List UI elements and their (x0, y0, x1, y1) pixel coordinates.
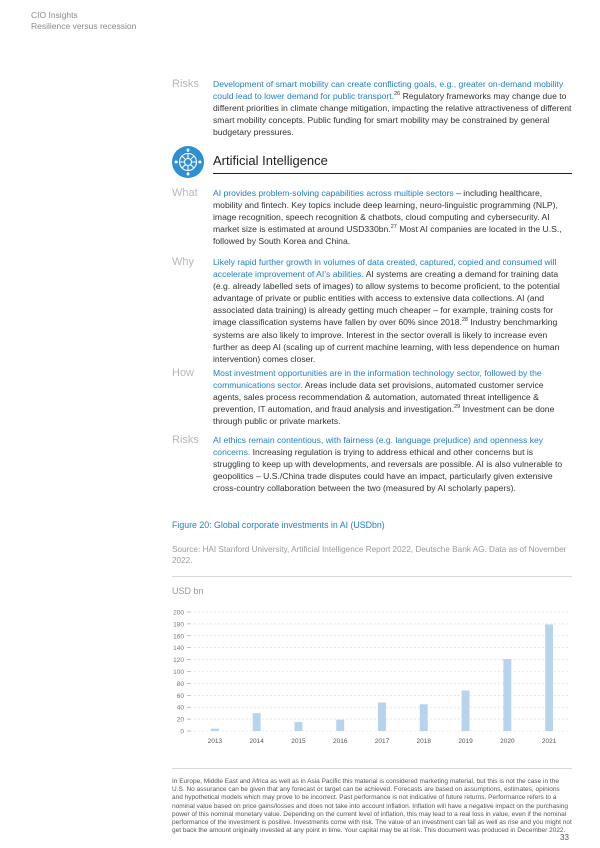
how-text-2: Investment can be done through public or private markets. (213, 404, 555, 427)
risks-body (213, 78, 572, 138)
chart-bottom-rule (172, 768, 572, 769)
risks-text: Regulatory frameworks may change due to different priorities in climate change mitigation, impacting the relative attractiveness of different smart mobility concepts. Public funding for smart mobility may be constrained by general budgetary pressures. (213, 91, 572, 138)
risks-label: Risks (172, 434, 199, 446)
risks-label: Risks (172, 78, 199, 90)
footnote-ref: 27 (390, 224, 397, 231)
bar (545, 624, 553, 731)
y-tick-label: 0 (180, 728, 184, 736)
x-tick-label: 2015 (291, 738, 306, 745)
page-header (31, 10, 136, 32)
x-tick-label: 2018 (416, 738, 432, 745)
y-tick-label: 60 (176, 692, 184, 700)
y-tick-label: 20 (176, 716, 184, 724)
x-tick-label: 2020 (500, 738, 515, 745)
why-text: AI systems are creating a demand for training data (e.g. already labelled sets of images) to allow systems to become proficient, to the potential advantage of private or public entities with access to extensive data collections. AI (and associated data training) is already getting much cheaper – for example, training costs for image classification systems have fallen by over 60% since 2018. (213, 269, 560, 328)
what-section (172, 187, 572, 247)
y-tick-label: 140 (173, 645, 184, 653)
header-subtitle: Resilience versus recession (31, 21, 137, 31)
x-tick-label: 2013 (207, 738, 223, 745)
x-tick-label: 2014 (249, 738, 264, 745)
why-section (172, 256, 572, 365)
chart-top-rule (172, 576, 572, 577)
brain-chip-icon (172, 146, 204, 178)
bar (420, 704, 428, 731)
risks-section-ai (172, 434, 572, 494)
footnote-ref: 29 (454, 404, 461, 411)
what-label: What (172, 187, 198, 199)
footnote-ref: 26 (394, 91, 401, 98)
figure-title: Figure 20: Global corporate investments in AI (USDbn) (172, 520, 385, 530)
y-tick-label: 100 (173, 669, 184, 676)
ai-section-title: Artificial Intelligence (213, 153, 328, 168)
how-label: How (172, 367, 195, 379)
why-label: Why (172, 256, 194, 268)
bar (378, 702, 386, 731)
what-body (213, 187, 572, 247)
y-tick-label: 40 (176, 704, 184, 712)
bar (211, 729, 219, 731)
y-tick-label: 200 (173, 609, 184, 617)
what-text-2: Most AI companies are located in the U.S., followed by South Korea and China. (213, 224, 562, 247)
why-body (213, 256, 572, 365)
y-tick-label: 180 (173, 621, 184, 629)
x-tick-label: 2017 (374, 738, 390, 745)
y-tick-label: 120 (173, 657, 184, 665)
page-number: 33 (560, 833, 569, 842)
risks-section-mobility (172, 78, 572, 138)
x-tick-label: 2016 (332, 738, 348, 745)
bar (294, 722, 302, 731)
why-text-2: Industry benchmarking systems are also likely to improve. Interest in the sector overall is likely to increase even further as deep AI (scaling up of current machine learning, with less dependence on human intervention) comes closer. (213, 317, 560, 364)
risks-text: Increasing regulation is trying to address ethical and other concerns but is struggling to keep up with developments, and reversals are possible. AI is also vulnerable to geopolitics – U.S./China trade disputes could have an impact, particularly given extensive cross-country collaboration between the two (measured by AI scholarly papers). (213, 447, 563, 494)
section-divider (213, 173, 572, 174)
bar (253, 713, 261, 731)
how-body (213, 367, 572, 427)
y-tick-label: 80 (176, 680, 184, 688)
footnote-ref: 28 (461, 317, 468, 324)
chart-unit-label: USD bn (172, 586, 204, 596)
y-tick-label: 160 (173, 633, 184, 641)
what-text: – including healthcare, mobility and fintech. Key topics include deep learning, neuro-linguistic programming (NLP), image recognition, speech recognition & chatbots, cloud computing and cybersecurity. AI market size is estimated at around USD330bn. (213, 188, 558, 235)
how-text: Areas include data set provisions, automated customer service agents, sales process recommendation & automation, automated threat intelligence & prevention, IT automation, and fraud analysis and investigation. (213, 380, 544, 415)
risks-highlight: Development of smart mobility can create conflicting goals, e.g., greater on-demand mobility could lead to lower demand for public transport. (213, 79, 564, 102)
bar (503, 659, 511, 731)
investment-bar-chart (160, 600, 580, 760)
what-highlight: AI provides problem-solving capabilities across multiple sectors (213, 188, 454, 198)
why-highlight: Likely rapid further growth in volumes of data created, captured, copied and consumed will accelerate improvement of AI’s abilities. (213, 257, 557, 280)
x-tick-label: 2019 (458, 738, 473, 745)
bar (336, 720, 344, 731)
disclaimer-text: In Europe, Middle East and Africa as well as in Asia Pacific this material is considered marketing material, but this is not the case in the U.S. No assurance can be given that any forecast or target can be achieved. Forecasts are based on assumptions, estimates, opinions and hypothetical models which may prove to be incorrect. Past performance is not indicative of future returns. Performance refers to a nominal value based on price gains/losses and does not take into account inflation. Inflation will have a negative impact on the purchasing power of this nominal monetary value. Depending on the current level of inflation, this may lead to a real loss in value, even if the nominal performance of the investment is positive. Investments come with risk. The value of an investment can fall as well as rise and you might not get back the amount originally invested at any point in time. Your capital may be at risk. This document was produced in December 2022. (172, 778, 572, 835)
risks-body (213, 434, 572, 494)
header-title: CIO Insights (31, 10, 78, 20)
how-section (172, 367, 572, 427)
ai-section-header (172, 146, 572, 178)
figure-source: Source: HAI Stanford University, Artificial Intelligence Report 2022, Deutsche Bank AG. Data as of November 2022. (172, 545, 567, 565)
bar (462, 691, 470, 731)
x-tick-label: 2021 (541, 738, 557, 745)
risks-highlight: AI ethics remain contentious, with fairness (e.g. language prejudice) and openness key concerns. (213, 435, 544, 458)
how-highlight: Most investment opportunities are in the information technology sector, followed by the communications sector. (213, 368, 542, 391)
